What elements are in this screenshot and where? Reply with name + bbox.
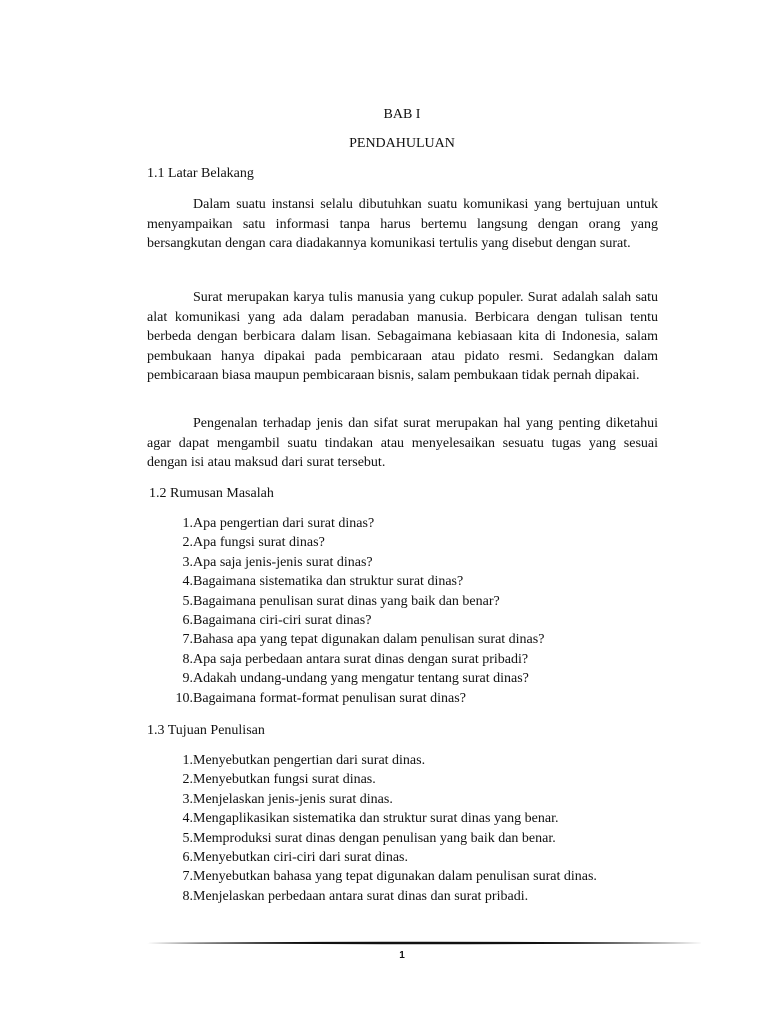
list-text: Menjelaskan jenis-jenis surat dinas.	[193, 791, 393, 807]
list-number: 2.	[182, 772, 193, 788]
section-title-latar-belakang: 1.1 Latar Belakang	[147, 166, 254, 181]
page-number: 1	[399, 950, 405, 961]
rumusan-masalah-list	[163, 514, 544, 708]
list-number: 5.	[182, 830, 193, 846]
list-number: 8.	[182, 651, 193, 667]
list-number: 3.	[182, 791, 193, 807]
list-text: Bagaimana sistematika dan struktur surat dinas?	[193, 574, 464, 590]
list-item	[163, 650, 544, 669]
list-item	[163, 533, 544, 552]
list-item	[163, 669, 544, 688]
list-text: Bagaimana penulisan surat dinas yang baik dan benar?	[193, 593, 500, 609]
list-text: Apa saja jenis-jenis surat dinas?	[193, 554, 373, 570]
list-number: 5.	[182, 593, 193, 609]
list-text: Bagaimana ciri-ciri surat dinas?	[193, 613, 372, 629]
list-item	[163, 809, 597, 828]
list-number: 1.	[182, 753, 193, 768]
list-item	[163, 790, 597, 809]
list-item	[163, 572, 544, 591]
list-number: 8.	[182, 888, 193, 904]
list-item	[163, 592, 544, 611]
list-number: 7.	[182, 632, 193, 648]
list-text: Menyebutkan bahasa yang tepat digunakan dalam penulisan surat dinas.	[193, 869, 597, 885]
list-text: Apa saja perbedaan antara surat dinas dengan surat pribadi?	[193, 651, 529, 667]
footer-divider	[147, 941, 703, 945]
list-text: Menyebutkan ciri-ciri dari surat dinas.	[193, 850, 408, 866]
list-number: 4.	[182, 811, 193, 827]
list-text: Memproduksi surat dinas dengan penulisan yang baik dan benar.	[193, 830, 556, 846]
paragraph: Surat merupakan karya tulis manusia yang cukup populer. Surat adalah salah satu alat komunikasi yang ada dalam peradaban manusia. Berbicara dengan tulisan tentu berbeda dengan berbicara dalam lisan. Sebagaimana kebiasaan kita di Indonesia, salam pembukaan hanya dipakai pada pembicaraan atau pidato resmi. Sedangkan dalam pembicaraan biasa maupun pembicaraan bisnis, salam pembukaan tidak pernah dipakai.	[147, 290, 658, 383]
list-text: Menyebutkan fungsi surat dinas.	[193, 772, 376, 788]
list-number: 3.	[182, 554, 193, 570]
list-item	[163, 770, 597, 789]
list-number: 6.	[182, 613, 193, 629]
list-item	[163, 514, 544, 533]
list-number: 1.	[182, 516, 193, 531]
list-number: 4.	[182, 574, 193, 590]
list-number: 10.	[175, 690, 193, 706]
list-item	[163, 867, 597, 886]
list-text: Apa fungsi surat dinas?	[193, 535, 325, 551]
chapter-label: BAB I	[383, 107, 421, 122]
list-item	[163, 829, 597, 848]
list-text: Mengaplikasikan sistematika dan struktur surat dinas yang benar.	[193, 811, 559, 827]
list-number: 9.	[182, 671, 193, 687]
tujuan-penulisan-list	[163, 751, 597, 906]
paragraph: Pengenalan terhadap jenis dan sifat surat merupakan hal yang penting diketahui agar dapat mengambil suatu tindakan atau menyelesaikan sesuatu tugas yang sesuai dengan isi atau maksud dari surat tersebut.	[147, 416, 658, 470]
list-item	[163, 611, 544, 630]
list-text: Menjelaskan perbedaan antara surat dinas dan surat pribadi.	[193, 888, 529, 904]
list-text: Bagaimana format-format penulisan surat dinas?	[193, 690, 466, 706]
list-text: Bahasa apa yang tepat digunakan dalam penulisan surat dinas?	[193, 632, 545, 648]
list-item	[163, 553, 544, 572]
section-title-rumusan-masalah: 1.2 Rumusan Masalah	[149, 486, 274, 501]
list-number: 6.	[182, 850, 193, 866]
paragraph: Dalam suatu instansi selalu dibutuhkan suatu komunikasi yang bertujuan untuk menyampaikan satu informasi tanpa harus bertemu langsung dengan orang yang bersangkutan dengan cara diadakannya komunikasi tertulis yang disebut dengan surat.	[147, 197, 658, 251]
list-number: 2.	[182, 535, 193, 551]
list-item	[163, 630, 544, 649]
list-item	[163, 887, 597, 906]
list-number: 7.	[182, 869, 193, 885]
list-text: Menyebutkan pengertian dari surat dinas.	[193, 753, 426, 768]
list-text: Adakah undang-undang yang mengatur tentang surat dinas?	[193, 671, 529, 687]
list-item	[163, 751, 597, 770]
section-title-tujuan-penulisan: 1.3 Tujuan Penulisan	[147, 723, 265, 738]
list-item	[163, 848, 597, 867]
list-text: Apa pengertian dari surat dinas?	[193, 516, 375, 531]
chapter-title: PENDAHULUAN	[349, 136, 455, 151]
list-item	[163, 689, 544, 708]
